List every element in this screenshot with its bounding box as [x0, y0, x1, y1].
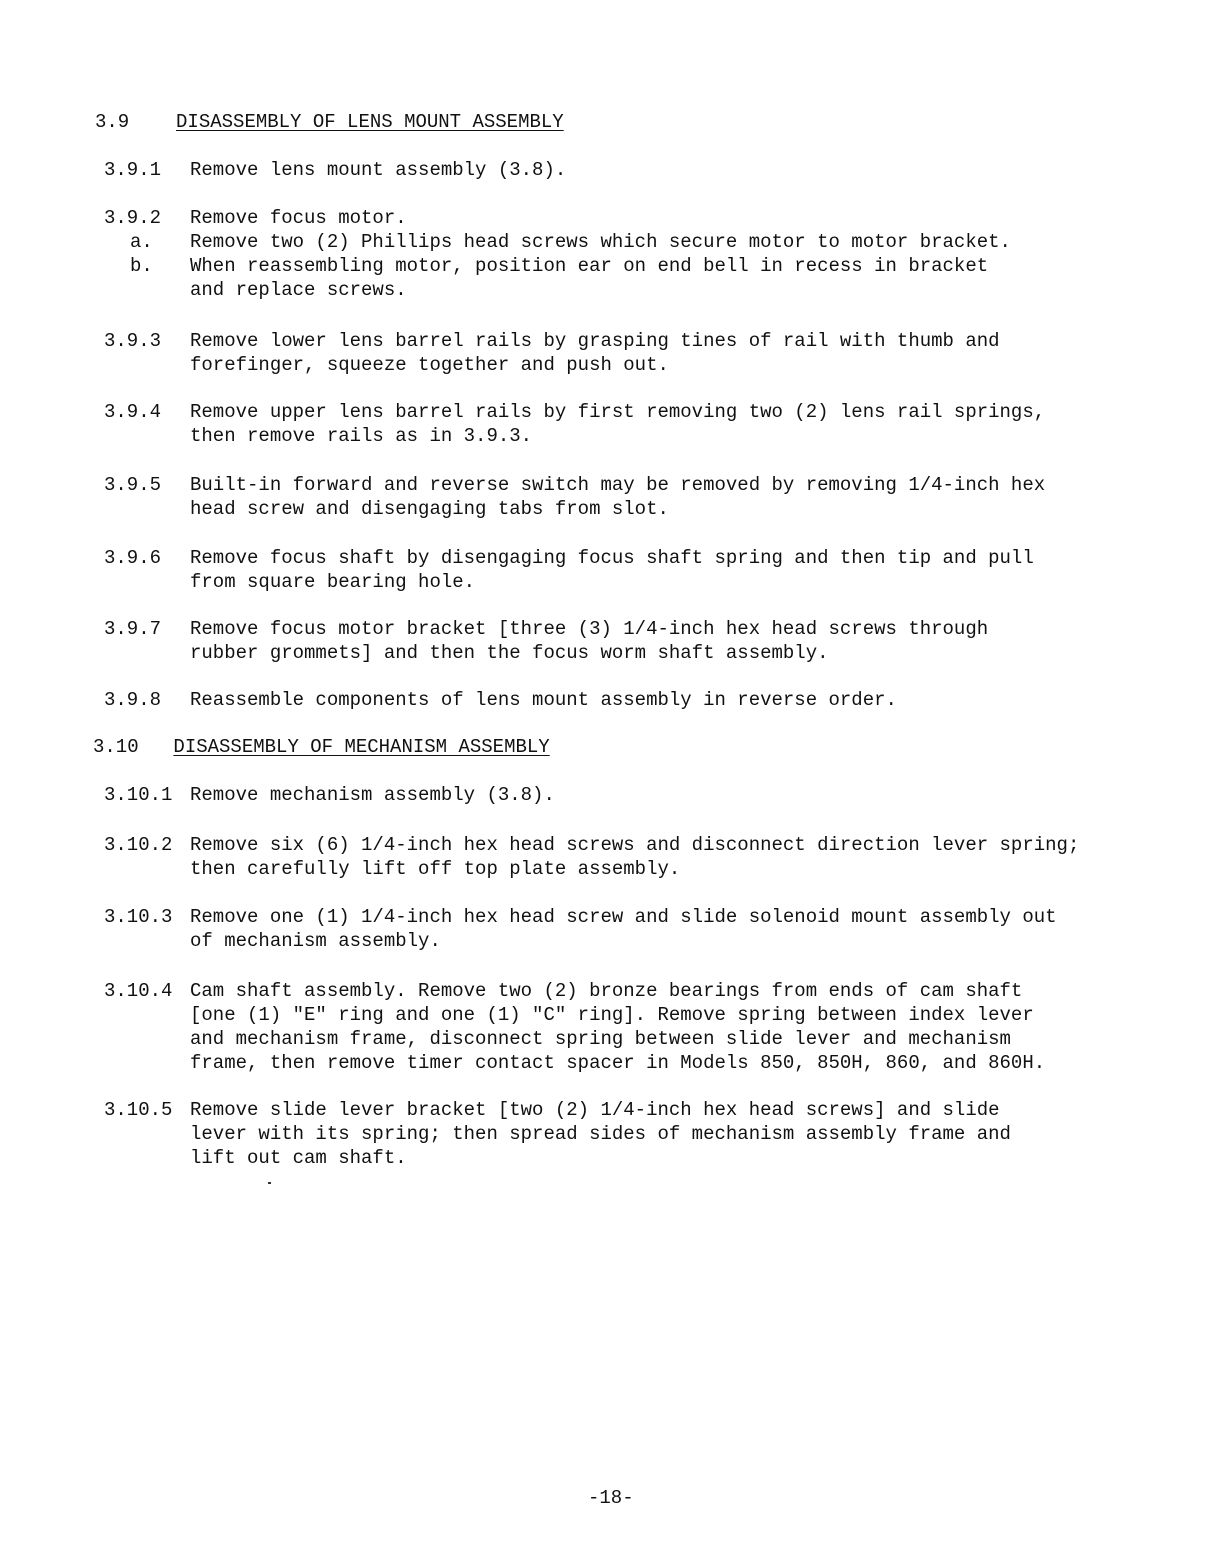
step-text-line: forefinger, squeeze together and push out.: [190, 354, 669, 376]
substep-a: [130, 230, 1224, 254]
substep-text-line: and replace screws.: [190, 279, 407, 301]
step-text-line: Remove focus motor bracket [three (3) 1/4-inch hex head screws through: [190, 618, 989, 640]
step-number: 3.9.8: [104, 689, 162, 711]
step-text-line: [one (1) "E" ring and one (1) "C" ring]. Remove spring between index lever: [190, 1004, 1034, 1026]
substep-letter: b.: [130, 255, 153, 277]
step-text-line: Remove one (1) 1/4-inch hex head screw and slide solenoid mount assembly out: [190, 906, 1057, 928]
section-heading-3-9: [95, 110, 564, 134]
step-number: 3.9.5: [104, 474, 162, 496]
step-text-line: Remove upper lens barrel rails by first removing two (2) lens rail springs,: [190, 401, 1046, 423]
step-text-line: rubber grommets] and then the focus worm shaft assembly.: [190, 642, 829, 664]
step-text-line: Built-in forward and reverse switch may be removed by removing 1/4-inch hex: [190, 474, 1046, 496]
step-text-line: Remove lower lens barrel rails by grasping tines of rail with thumb and: [190, 330, 1000, 352]
step-text-line: Cam shaft assembly. Remove two (2) bronze bearings from ends of cam shaft: [190, 980, 1023, 1002]
step-text-line: lever with its spring; then spread sides of mechanism assembly frame and: [190, 1123, 1011, 1145]
stray-ink-mark: [268, 1182, 271, 1184]
step-number: 3.10.1: [104, 784, 173, 806]
step-number: 3.9.2: [104, 207, 162, 229]
step-number: 3.9.1: [104, 159, 162, 181]
step-text-line: then carefully lift off top plate assembly.: [190, 858, 681, 880]
step-text-line: Remove focus motor.: [190, 207, 407, 229]
step-text-line: Remove lens mount assembly (3.8).: [190, 159, 567, 181]
step-text-line: Reassemble components of lens mount assembly in reverse order.: [190, 689, 897, 711]
step-text-line: Remove focus shaft by disengaging focus shaft spring and then tip and pull: [190, 547, 1034, 569]
step-number: 3.9.6: [104, 547, 162, 569]
section-heading-3-10: [93, 735, 550, 759]
section-number: 3.10: [93, 736, 139, 758]
section-title: DISASSEMBLY OF LENS MOUNT ASSEMBLY: [176, 111, 564, 133]
substep-text-line: When reassembling motor, position ear on end bell in recess in bracket: [190, 255, 989, 277]
step-number: 3.10.4: [104, 980, 173, 1002]
substep-b-continued: [190, 278, 1224, 302]
step-number: 3.9.4: [104, 401, 162, 423]
step-number: 3.9.7: [104, 618, 162, 640]
step-text-line: from square bearing hole.: [190, 571, 476, 593]
section-number: 3.9: [95, 111, 130, 133]
step-text-line: of mechanism assembly.: [190, 930, 441, 952]
step-number: 3.10.2: [104, 834, 173, 856]
step-text-line: then remove rails as in 3.9.3.: [190, 425, 533, 447]
step-text-line: head screw and disengaging tabs from slot.: [190, 498, 669, 520]
substep-letter: a.: [130, 231, 153, 253]
step-text-line: frame, then remove timer contact spacer in Models 850, 850H, 860, and 860H.: [190, 1052, 1046, 1074]
substep-text-line: Remove two (2) Phillips head screws which secure motor to motor bracket.: [190, 231, 1011, 253]
substep-b: [130, 254, 1224, 278]
step-text-line: Remove six (6) 1/4-inch hex head screws and disconnect direction lever spring;: [190, 834, 1080, 856]
step-number: 3.10.3: [104, 906, 173, 928]
section-title: DISASSEMBLY OF MECHANISM ASSEMBLY: [173, 736, 550, 758]
step-number: 3.10.5: [104, 1099, 173, 1121]
step-number: 3.9.3: [104, 330, 162, 352]
step-text-line: Remove slide lever bracket [two (2) 1/4-inch hex head screws] and slide: [190, 1099, 1000, 1121]
step-text-line: Remove mechanism assembly (3.8).: [190, 784, 555, 806]
page-number: -18-: [588, 1487, 634, 1509]
step-text-line: lift out cam shaft.: [190, 1147, 407, 1169]
step-text-line: and mechanism frame, disconnect spring between slide lever and mechanism: [190, 1028, 1011, 1050]
